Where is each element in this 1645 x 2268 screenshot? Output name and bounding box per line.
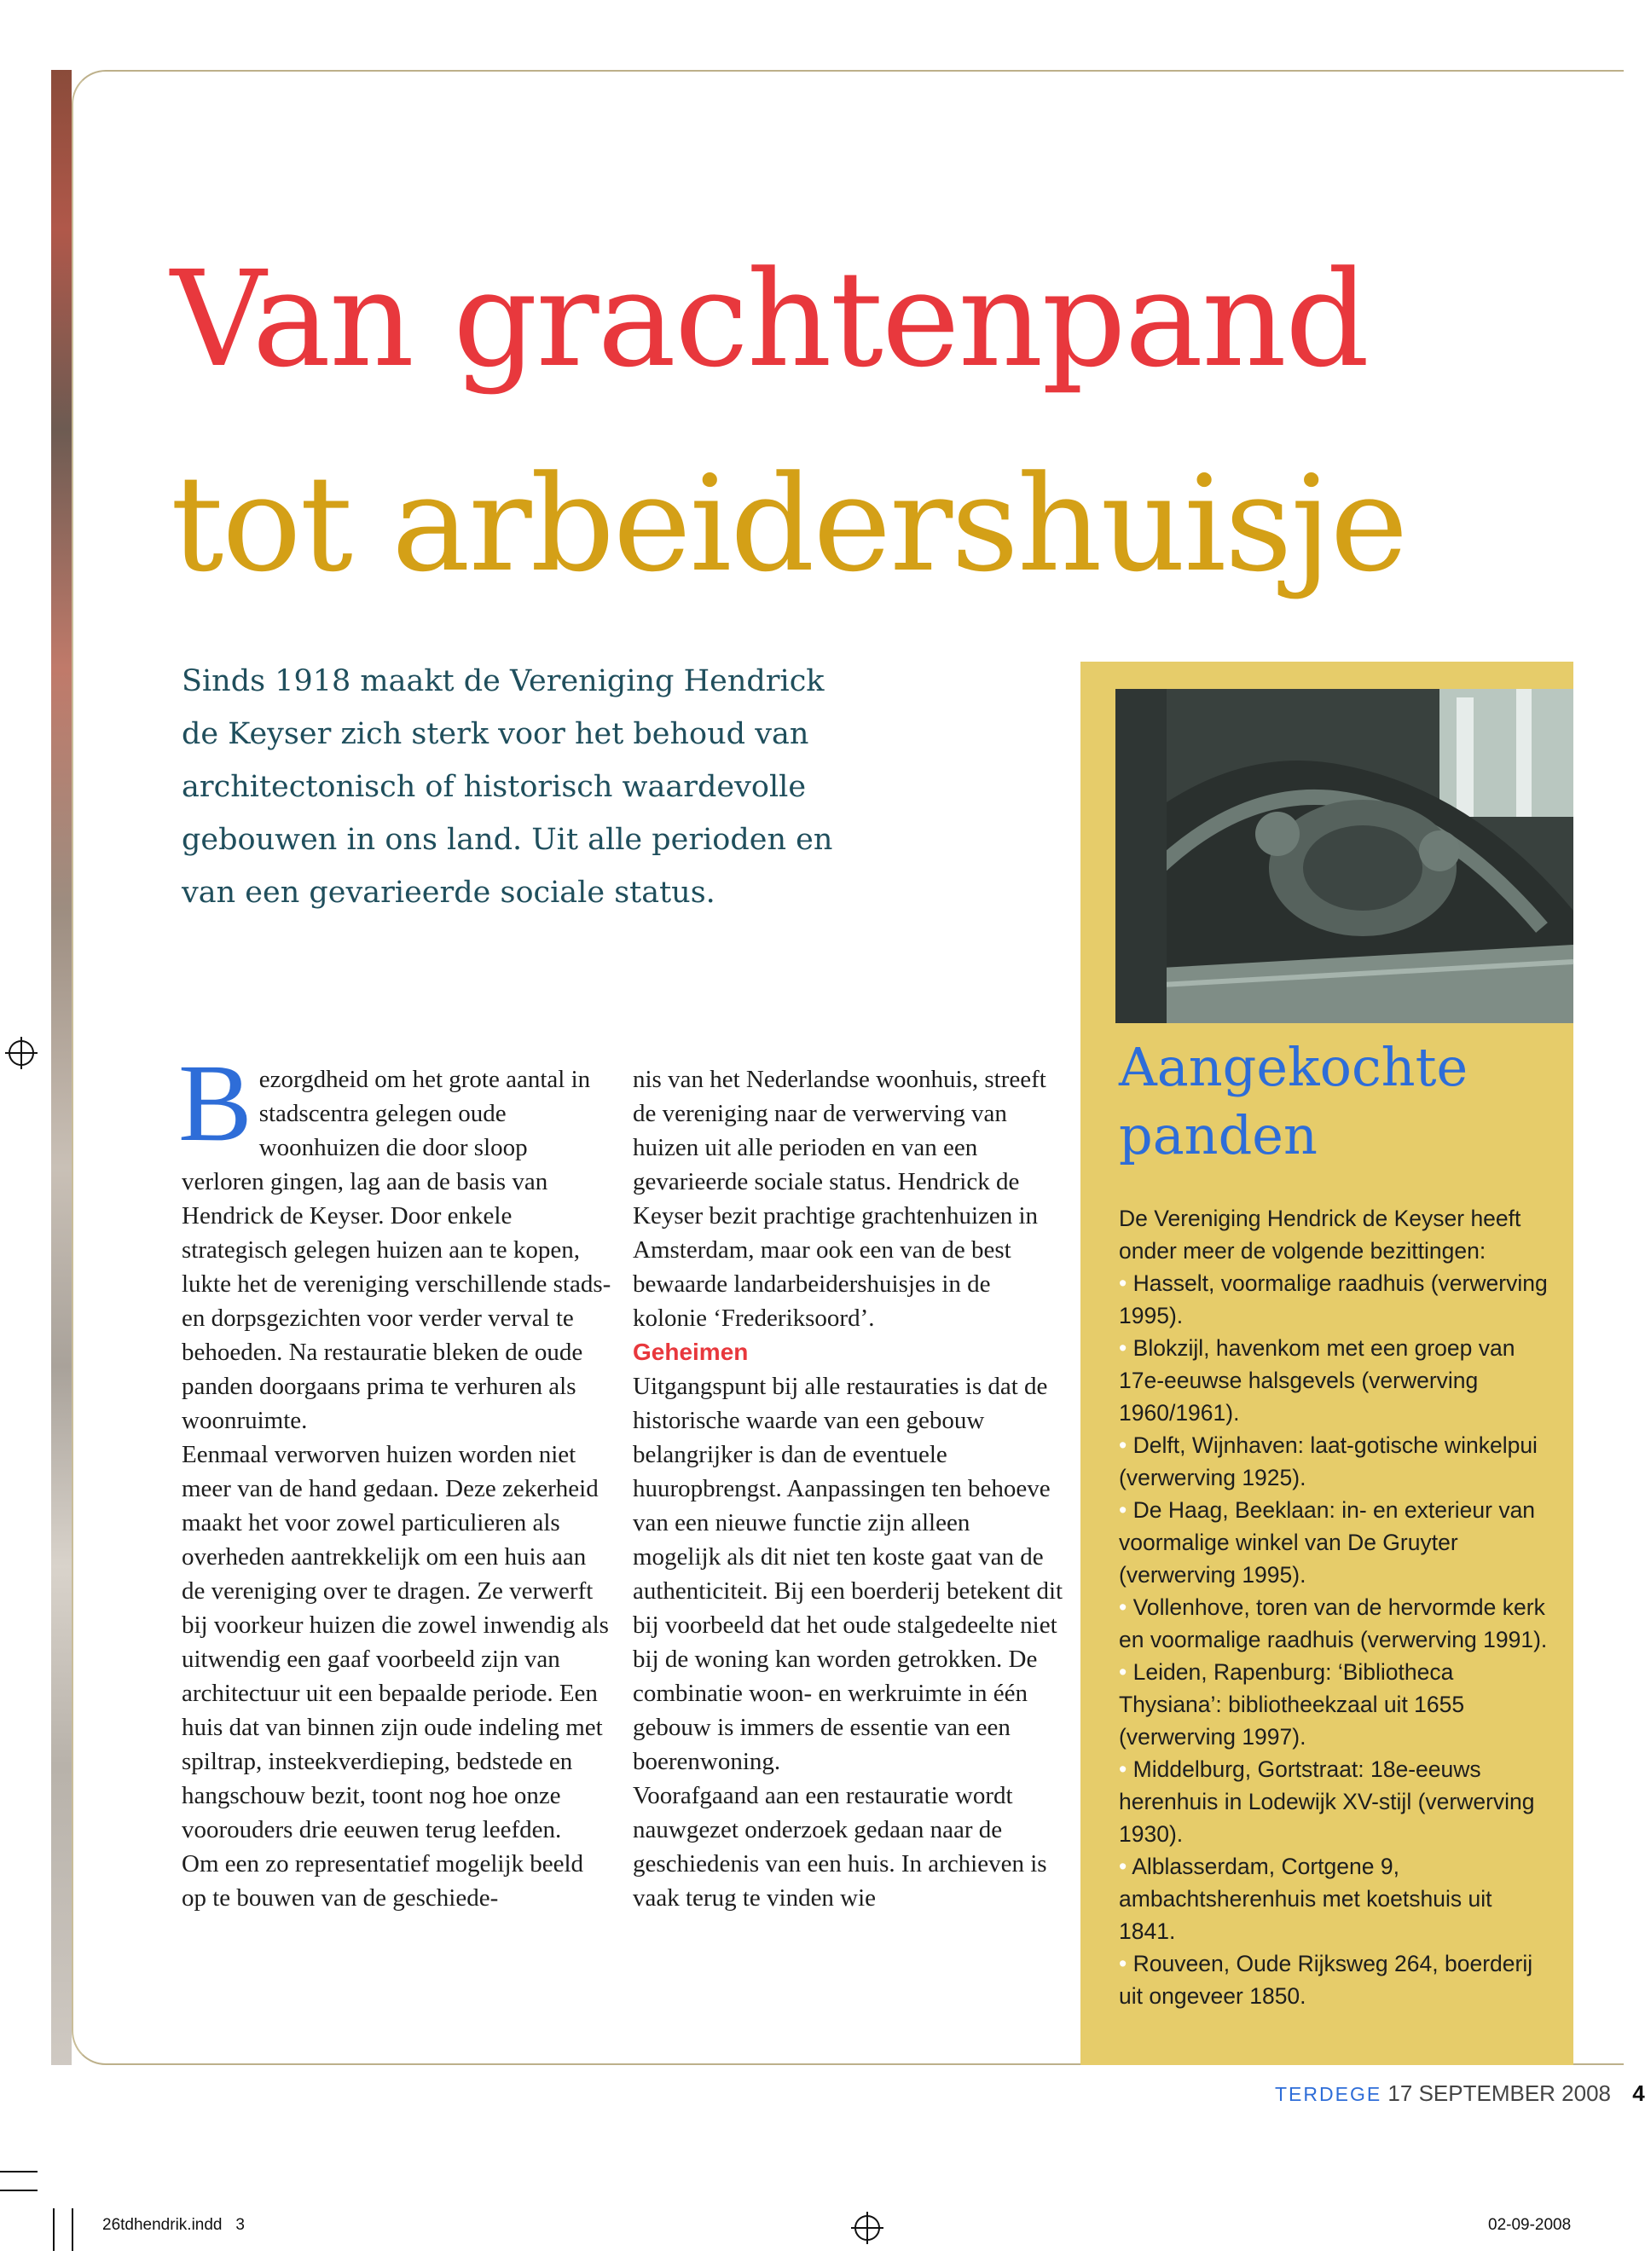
list-item: • Alblasserdam, Cortgene 9, ambachtsherenhuis met koetshuis uit 1841. bbox=[1119, 1854, 1492, 1944]
list-item: • Middelburg, Gortstraat: 18e-eeuws herenhuis in Lodewijk XV-stijl (verwerving 1930). bbox=[1119, 1756, 1535, 1847]
sidebar-intro: De Vereniging Hendrick de Keyser heeft onder meer de volgende bezittingen: bbox=[1119, 1206, 1521, 1264]
list-item: • Rouveen, Oude Rijksweg 264, boerderij uit ongeveer 1850. bbox=[1119, 1951, 1533, 2009]
slug-filename: 26tdhendrik.indd 3 bbox=[102, 2216, 245, 2234]
crop-mark-icon bbox=[72, 2208, 73, 2251]
list-item: • Hasselt, voormalige raadhuis (verwerving 1995). bbox=[1119, 1270, 1548, 1328]
list-item: • Blokzijl, havenkom met een groep van 17e-eeuwse halsgevels (verwerving 1960/1961). bbox=[1119, 1335, 1515, 1426]
article-paragraph: nis van het Nederlandse woonhuis, streeft de vereniging naar de verwerving van huizen uit alle perioden en van een gevarieerde sociale status. Hendrick de Keyser bezit prachtige grachtenhuizen in Amsterdam, maar ook een van de best bewaarde landarbeidershuisjes in de kolonie ‘Frederiksoord’. bbox=[633, 1066, 1046, 1332]
crop-mark-icon bbox=[0, 2190, 38, 2191]
list-item: • Vollenhove, toren van de hervormde kerk en voormalige raadhuis (verwerving 1991). bbox=[1119, 1594, 1548, 1652]
bullet-icon: • bbox=[1119, 1951, 1127, 1976]
article-column-1 bbox=[178, 1042, 612, 1915]
drop-cap: B bbox=[178, 1042, 252, 1165]
bullet-icon: • bbox=[1119, 1432, 1127, 1458]
bullet-icon: • bbox=[1119, 1659, 1127, 1685]
bullet-icon: • bbox=[1119, 1497, 1127, 1523]
intro-paragraph: Sinds 1918 maakt de Vereniging Hendrick de Keyser zich sterk voor het behoud van architectonisch of historisch waardevolle gebouwen in ons land. Uit alle perioden en van een gevarieerde sociale status. bbox=[182, 664, 833, 910]
magazine-name: TERDEGE bbox=[1275, 2083, 1382, 2105]
bullet-icon: • bbox=[1119, 1270, 1127, 1296]
bullet-icon: • bbox=[1119, 1756, 1127, 1782]
issue-date: 17 SEPTEMBER 2008 bbox=[1387, 2080, 1611, 2106]
article-paragraph: Eenmaal verworven huizen worden niet meer van de hand gedaan. Deze zekerheid maakt het voor zowel particulieren als overheden aantrekkelijk om een huis aan de vereniging over te dragen. Ze verwerft bij voorkeur huizen die zowel inwendig als uitwendig een gaaf voorbeeld zijn van architectuur uit een bepaalde periode. Een huis dat van binnen zijn oude indeling met spiltrap, insteekverdieping, bedstede en hangschouw bezit, toont nog hoe onze voorouders drie eeuwen terug leefden. bbox=[182, 1441, 609, 1843]
page-title bbox=[171, 217, 1535, 627]
article-paragraph: Om een zo representatief mogelijk beeld op te bouwen van de geschiede- bbox=[182, 1850, 584, 1912]
article-column-2 bbox=[633, 1062, 1063, 1915]
bullet-icon: • bbox=[1119, 1854, 1127, 1879]
list-item: • Leiden, Rapenburg: ‘Bibliotheca Thysiana’: bibliotheekzaal uit 1655 (verwerving 1997). bbox=[1119, 1659, 1465, 1750]
list-item: • De Haag, Beeklaan: in- en exterieur van voormalige winkel van De Gruyter (verwerving 1995). bbox=[1119, 1497, 1536, 1588]
article-paragraph: Uitgangspunt bij alle restauraties is dat de historische waarde van een gebouw belangrijker is dan de eventuele huuropbrengst. Aanpassingen ten behoeve van een nieuwe functie zijn alleen mogelijk als dit niet ten koste gaat van de authenticiteit. Bij een boerderij betekent dit bij voorbeeld dat het oude stalgedeelte niet bij de woning kan worden getrokken. De combinatie woon- en werkruimte in één gebouw is immers de essentie van een boerenwoning. bbox=[633, 1373, 1063, 1775]
carved-ornament-image bbox=[1115, 689, 1573, 1023]
crop-mark-icon bbox=[53, 2208, 55, 2251]
page-footer bbox=[1275, 2080, 1645, 2107]
sidebar-title: Aangekochte panden bbox=[1119, 1036, 1468, 1166]
bullet-icon: • bbox=[1119, 1335, 1127, 1361]
registration-mark-icon bbox=[854, 2215, 880, 2241]
sidebar-body bbox=[1119, 1202, 1552, 2012]
bullet-icon: • bbox=[1119, 1594, 1127, 1620]
page-number: 4 bbox=[1632, 2080, 1645, 2106]
crop-mark-icon bbox=[0, 2171, 38, 2173]
list-item: • Delft, Wijnhaven: laat-gotische winkelpui (verwerving 1925). bbox=[1119, 1432, 1538, 1490]
slug-date: 02-09-2008 bbox=[1488, 2216, 1572, 2234]
article-paragraph: Voorafgaand aan een restauratie wordt nauwgezet onderzoek gedaan naar de geschiedenis van een huis. In archieven is vaak terug te vinden wie bbox=[633, 1782, 1047, 1912]
article-paragraph: ezorgdheid om het grote aantal in stadscentra gelegen oude woonhuizen die door sloop verloren gingen, lag aan de basis van Hendrick de Keyser. Door enkele strategisch gelegen huizen aan te kopen, lukte het de vereniging verschillende stads- en dorpsgezichten voor verder verval te behoeden. Na restauratie bleken de oude panden doorgaans prima te verhuren als woonruimte. bbox=[182, 1066, 611, 1434]
title-line-1: Van grachtenpand bbox=[171, 242, 1369, 396]
title-line-2: tot arbeidershuisje bbox=[171, 447, 1407, 601]
subheading: Geheimen bbox=[633, 1339, 749, 1365]
sidebar-photo bbox=[1115, 689, 1573, 1023]
edge-photo bbox=[51, 70, 72, 2065]
registration-mark-icon bbox=[9, 1040, 34, 1066]
